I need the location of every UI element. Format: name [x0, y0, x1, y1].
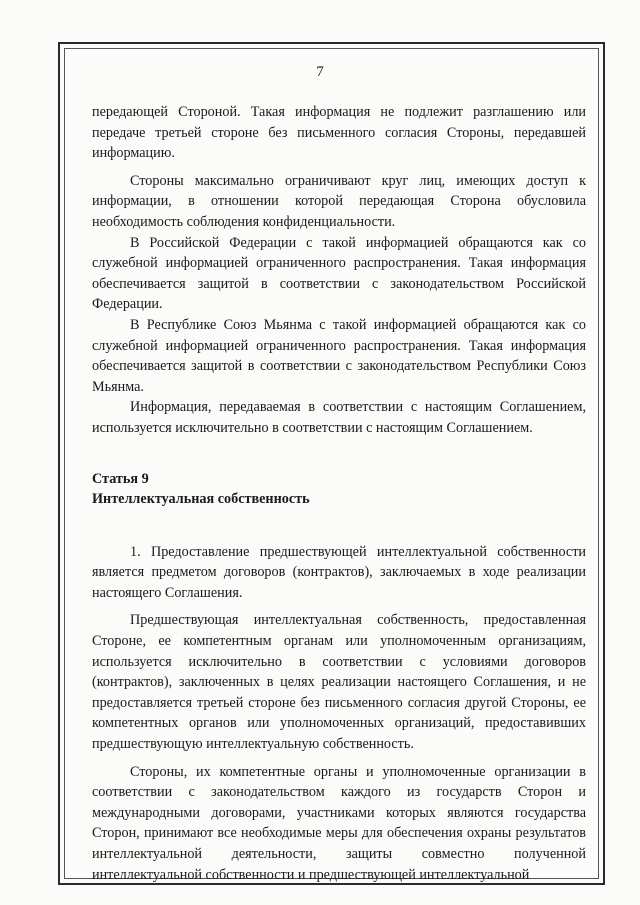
article-number: Статья 9: [92, 470, 149, 487]
paragraph: Стороны максимально ограничивают круг лиц, имеющих доступ к информации, в отношении которой передающая Сторона обусловила необходимость соблюдения конфиденциальности.: [92, 172, 586, 230]
article-title: Интеллектуальная собственность: [92, 491, 310, 508]
paragraph: В Республике Союз Мьянма с такой информацией обращаются как со служебной информацией ограниченного распространения. Такая информация обеспечивается защитой в соответствии с законодательством Республики Союз Мьянма.: [92, 316, 586, 395]
paragraph: Стороны, их компетентные органы и уполномоченные организации в соответствии с законодательством каждого из государств Сторон и международными договорами, участниками которых являются государства Сторон, принимают все необходимые меры для обеспечения охраны результатов интеллектуальной деятельности, защиты совместно полученной интеллектуальной собственности и предшествующей интеллектуальной: [92, 763, 586, 883]
paragraph: 1. Предоставление предшествующей интеллектуальной собственности является предметом договоров (контрактов), заключаемых в ходе реализации настоящего Соглашения.: [92, 543, 586, 601]
document-body: [92, 102, 586, 885]
paragraph: В Российской Федерации с такой информацией обращаются как со служебной информацией ограниченного распространения. Такая информация обеспечивается защитой в соответствии с законодательством Российской Федерации.: [92, 234, 586, 313]
paragraph-continued: передающей Стороной. Такая информация не подлежит разглашению или передаче третьей стороне без письменного согласия Стороны, передавшей информацию.: [92, 104, 586, 162]
page-number: 7: [316, 64, 324, 80]
paragraph: Информация, передаваемая в соответствии с настоящим Соглашением, используется исключительно в соответствии с настоящим Соглашением.: [92, 399, 586, 436]
paragraph: Предшествующая интеллектуальная собственность, предоставленная Стороне, ее компетентным органам или уполномоченным организациям, используется исключительно в соответствии с условиями договоров (контрактов), заключенных в целях реализации настоящего Соглашения, и не предоставляется третьей стороне без письменного согласия другой Стороны, ее компетентных органов или уполномоченных организаций, предоставивших предшествующую интеллектуальную собственность.: [92, 612, 586, 753]
